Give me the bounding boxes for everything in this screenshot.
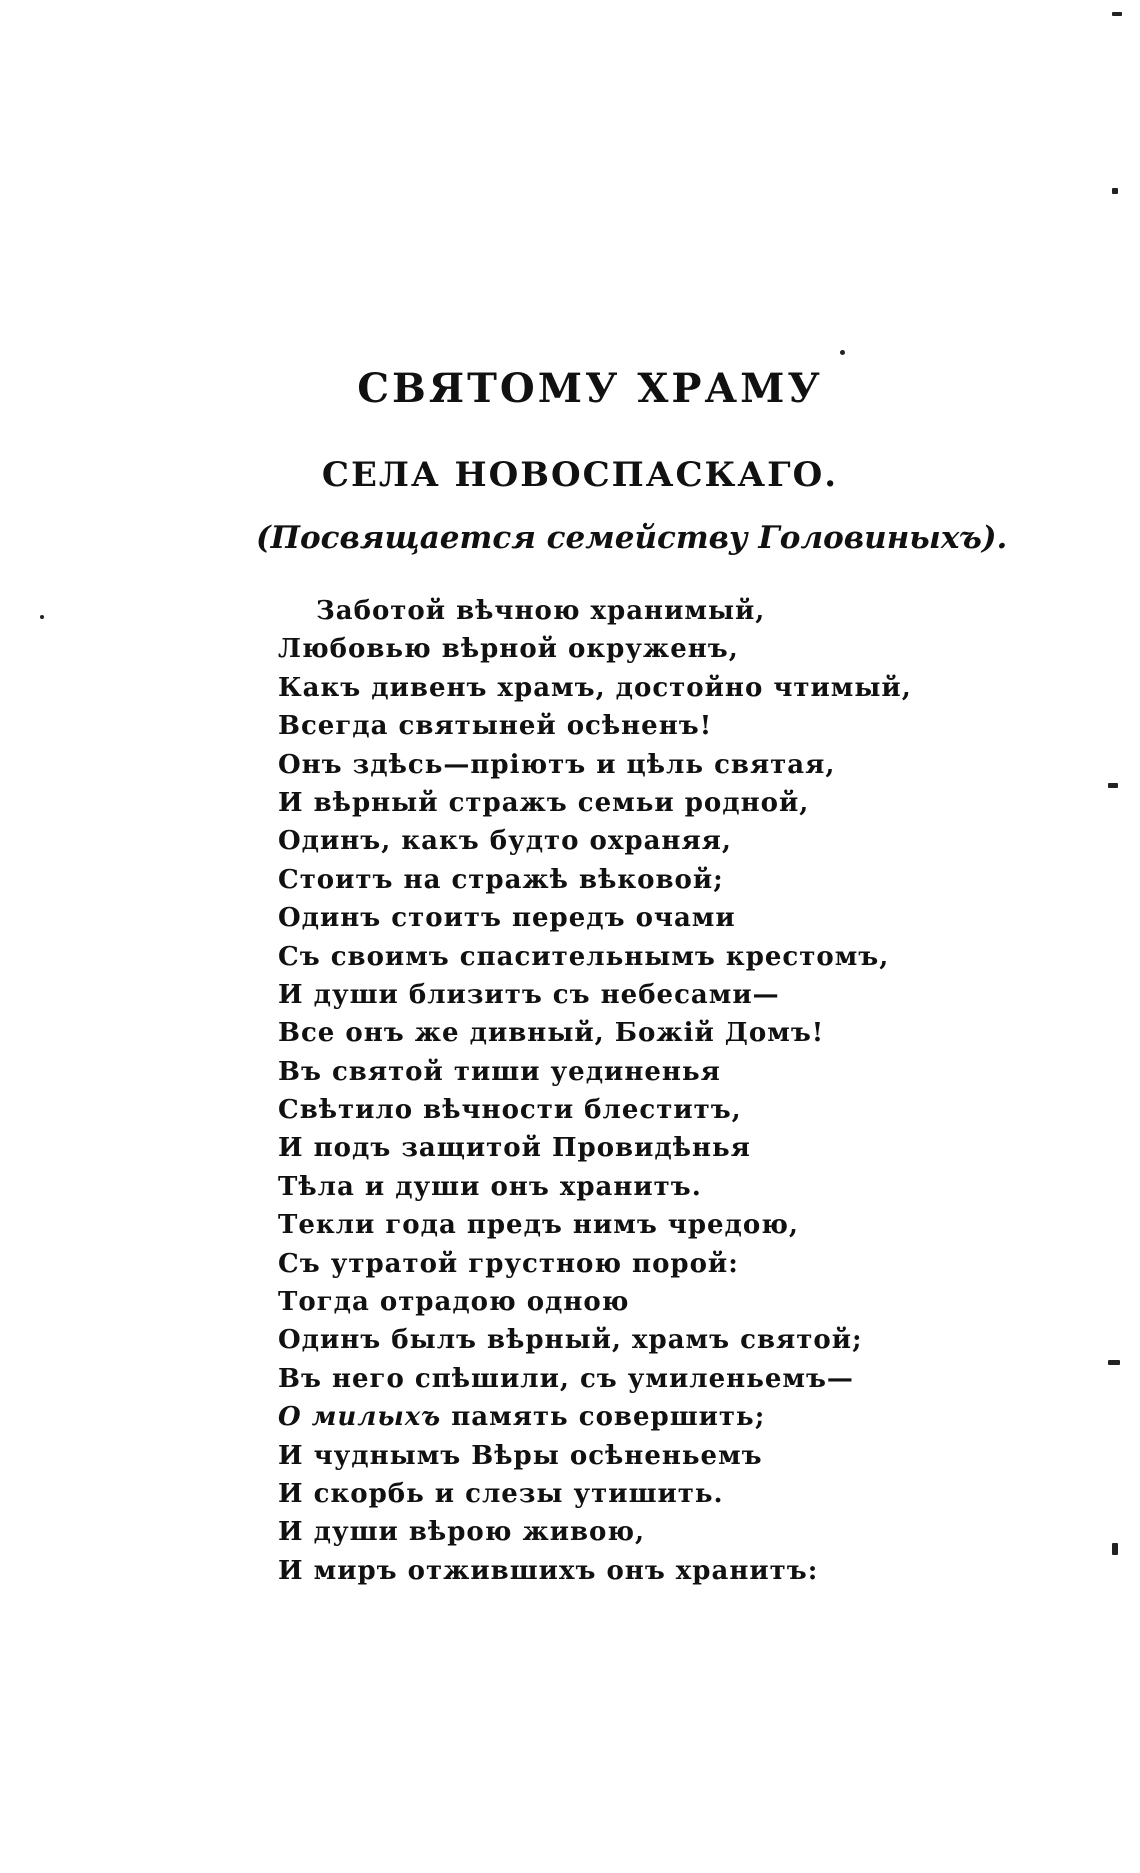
poem-line: Свѣтило вѣчности блеститъ, <box>278 1095 742 1126</box>
print-speck <box>1108 783 1118 788</box>
poem-line: Заботой вѣчною хранимый, <box>316 596 766 626</box>
poem-line: Стоитъ на стражѣ вѣковой; <box>278 864 724 895</box>
poem-line: Съ своимъ спасительнымъ крестомъ, <box>278 941 890 972</box>
print-speck <box>1112 12 1122 16</box>
poem-line-rest: память совершить; <box>441 1402 766 1433</box>
poem-line: Всегда святыней осѣненъ! <box>278 711 713 742</box>
poem-line: И подъ защитой Провидѣнья <box>278 1133 751 1164</box>
dedication: (Посвящается семейству Головиныхъ). <box>256 520 1008 556</box>
print-speck <box>1112 1543 1118 1555</box>
page-title: СВЯТОМУ ХРАМУ <box>357 365 823 412</box>
poem-line: И души вѣрою живою, <box>278 1517 646 1548</box>
poem-line: Тѣла и души онъ хранитъ. <box>278 1171 702 1202</box>
poem-line: И миръ отжившихъ онъ хранитъ: <box>278 1555 819 1586</box>
poem-line: Какъ дивенъ храмъ, достойно чтимый, <box>278 672 912 703</box>
poem <box>278 592 912 1590</box>
poem-line: Одинъ стоитъ передъ очами <box>278 903 736 934</box>
poem-line: Съ утратой грустною порой: <box>278 1248 739 1279</box>
print-speck <box>1112 188 1118 194</box>
poem-line: Любовью вѣрной окруженъ, <box>278 634 739 665</box>
poem-line: Въ святой тиши уединенья <box>278 1056 721 1087</box>
print-speck <box>40 615 44 619</box>
print-speck <box>840 350 845 355</box>
poem-line: Все онъ же дивный, Божій Домъ! <box>278 1018 825 1049</box>
poem-line: И скорбь и слезы утишить. <box>278 1478 724 1509</box>
poem-line: Текли года предъ нимъ чредою, <box>278 1210 799 1241</box>
poem-line: Онъ здѣсь—пріютъ и цѣль святая, <box>278 749 836 780</box>
poem-line: И души близитъ съ небесами— <box>278 979 780 1010</box>
poem-line: Тогда отрадою одною <box>278 1287 630 1318</box>
poem-line <box>278 1398 898 1436</box>
poem-line-italic: О милыхъ <box>278 1402 442 1433</box>
poem-line: Одинъ, какъ будто охраняя, <box>278 826 732 857</box>
poem-line: И вѣрный стражъ семьи родной, <box>278 787 810 818</box>
poem-line: И чуднымъ Вѣры осѣненьемъ <box>278 1440 763 1471</box>
page-subtitle: СЕЛА НОВОСПАСКАГО. <box>321 455 839 495</box>
poem-line: Въ него спѣшили, съ умиленьемъ— <box>278 1363 854 1394</box>
poem-line: Одинъ былъ вѣрный, храмъ святой; <box>278 1325 863 1356</box>
print-speck <box>1108 1360 1120 1365</box>
